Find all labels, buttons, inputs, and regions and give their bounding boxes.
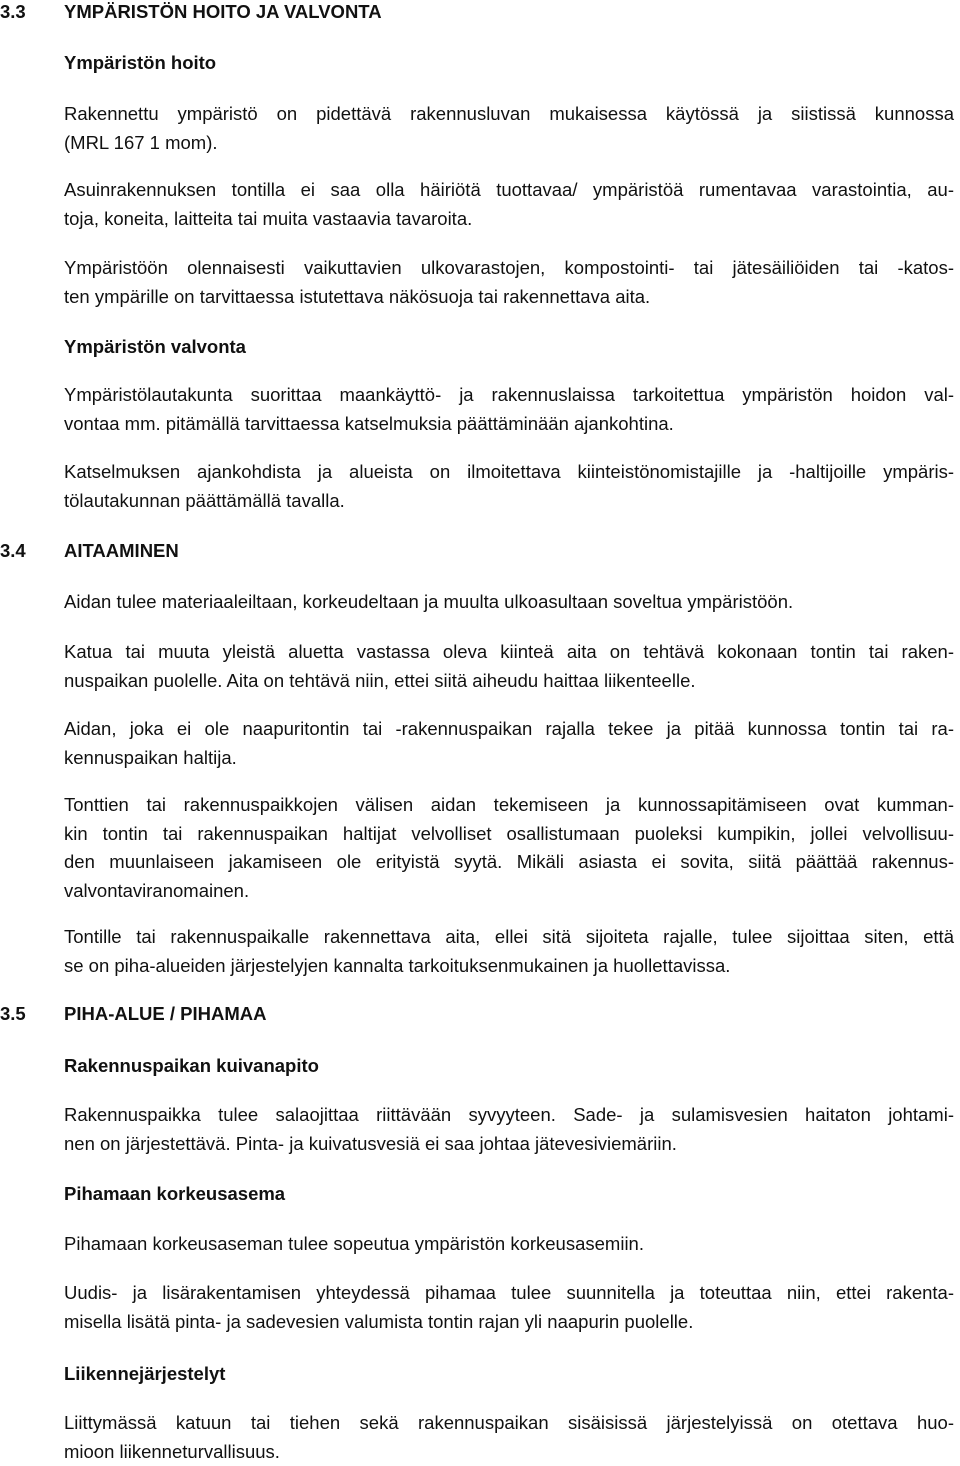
- paragraph: [0, 588, 960, 617]
- paragraph-line: Katua tai muuta yleistä aluetta vastassa oleva kiinteä aita on tehtävä kokonaan tontin tai raken-: [64, 638, 954, 667]
- paragraph-line: se on piha-alueiden järjestelyjen kannalta tarkoituksenmukainen ja huollettavissa.: [64, 952, 954, 981]
- paragraph-line: Rakennuspaikka tulee salaojittaa riittävään syvyyteen. Sade- ja sulamisvesien haitaton johtami-: [64, 1101, 954, 1130]
- section-title: YMPÄRISTÖN HOITO JA VALVONTA: [64, 1, 382, 23]
- paragraph-line: misella lisätä pinta- ja sadevesien valumista tontin rajan yli naapurin puolelle.: [64, 1308, 954, 1337]
- paragraph-line: tölautakunnan päättämällä tavalla.: [64, 487, 954, 516]
- paragraph-line: Katselmuksen ajankohdista ja alueista on ilmoitettava kiinteistönomistajille ja -haltijoille ympäris-: [64, 458, 954, 487]
- paragraph-line: mioon liikenneturvallisuus.: [64, 1438, 954, 1466]
- paragraph-line: Tontille tai rakennuspaikalle rakennettava aita, ellei sitä sijoiteta rajalle, tulee sijoittaa siten, että: [64, 923, 954, 952]
- paragraph: [0, 176, 960, 233]
- paragraph-line: Asuinrakennuksen tontilla ei saa olla häiriötä tuottavaa/ ympäristöä rumentavaa varastointia, au-: [64, 176, 954, 205]
- paragraph: [0, 100, 960, 157]
- paragraph-line: nuspaikan puolelle. Aita on tehtävä niin, ettei siitä aiheudu haittaa liikenteelle.: [64, 667, 954, 696]
- paragraph-line: Ympäristöön olennaisesti vaikuttavien ulkovarastojen, kompostointi- tai jätesäiliöiden tai -katos-: [64, 254, 954, 283]
- section-number: 3.5: [0, 1003, 26, 1025]
- paragraph: [0, 638, 960, 695]
- paragraph-line: valvontaviranomainen.: [64, 877, 954, 906]
- paragraph: [0, 791, 960, 905]
- subheading-kuivanapito: Rakennuspaikan kuivanapito: [0, 1055, 960, 1077]
- paragraph-line: Liittymässä katuun tai tiehen sekä rakennuspaikan sisäisissä järjestelyissä on otettava huo-: [64, 1409, 954, 1438]
- paragraph-line: den muunlaiseen jakamiseen ole erityistä syytä. Mikäli asiasta ei sovita, siitä päättää rakennus-: [64, 848, 954, 877]
- paragraph: [0, 458, 960, 515]
- section-number: 3.3: [0, 1, 26, 23]
- paragraph-line: Ympäristölautakunta suorittaa maankäyttö- ja rakennuslaissa tarkoitettua ympäristön hoidon val-: [64, 381, 954, 410]
- paragraph: [0, 1279, 960, 1336]
- paragraph-line: Pihamaan korkeusaseman tulee sopeutua ympäristön korkeusasemiin.: [64, 1230, 954, 1259]
- section-number: 3.4: [0, 540, 26, 562]
- paragraph: [0, 1230, 960, 1259]
- subheading-ympariston-valvonta: Ympäristön valvonta: [0, 336, 960, 358]
- paragraph-line: Uudis- ja lisärakentamisen yhteydessä pihamaa tulee suunnitella ja toteuttaa niin, ettei rakenta-: [64, 1279, 954, 1308]
- paragraph: [0, 381, 960, 438]
- paragraph: [0, 1409, 960, 1466]
- paragraph-line: Aidan, joka ei ole naapuritontin tai -rakennuspaikan rajalla tekee ja pitää kunnossa tontin tai ra-: [64, 715, 954, 744]
- subheading-liikennejarjestelyt: Liikennejärjestelyt: [0, 1363, 960, 1385]
- paragraph-line: (MRL 167 1 mom).: [64, 129, 954, 158]
- paragraph-line: ten ympärille on tarvittaessa istutettava näkösuoja tai rakennettava aita.: [64, 283, 954, 312]
- paragraph-line: Rakennettu ympäristö on pidettävä rakennusluvan mukaisessa käytössä ja siistissä kunnossa: [64, 100, 954, 129]
- paragraph-line: vontaa mm. pitämällä tarvittaessa katselmuksia päättäminään ajankohtina.: [64, 410, 954, 439]
- section-title: PIHA-ALUE / PIHAMAA: [64, 1003, 266, 1025]
- paragraph-line: Aidan tulee materiaaleiltaan, korkeudeltaan ja muulta ulkoasultaan soveltua ympäristöön.: [64, 588, 954, 617]
- subheading-ympariston-hoito: Ympäristön hoito: [0, 52, 960, 74]
- paragraph: [0, 254, 960, 311]
- paragraph: [0, 715, 960, 772]
- paragraph: [0, 1101, 960, 1158]
- paragraph-line: toja, koneita, laitteita tai muita vastaavia tavaroita.: [64, 205, 954, 234]
- paragraph: [0, 923, 960, 980]
- paragraph-line: kin tontin tai rakennuspaikan haltijat velvolliset osallistumaan puoleksi kumpikin, jollei velvollisuu-: [64, 820, 954, 849]
- paragraph-line: Tonttien tai rakennuspaikkojen välisen aidan tekemiseen ja kunnossapitämiseen ovat kumman-: [64, 791, 954, 820]
- paragraph-line: kennuspaikan haltija.: [64, 744, 954, 773]
- paragraph-line: nen on järjestettävä. Pinta- ja kuivatusvesiä ei saa johtaa jätevesiviemäriin.: [64, 1130, 954, 1159]
- subheading-korkeusasema: Pihamaan korkeusasema: [0, 1183, 960, 1205]
- section-title: AITAAMINEN: [64, 540, 179, 562]
